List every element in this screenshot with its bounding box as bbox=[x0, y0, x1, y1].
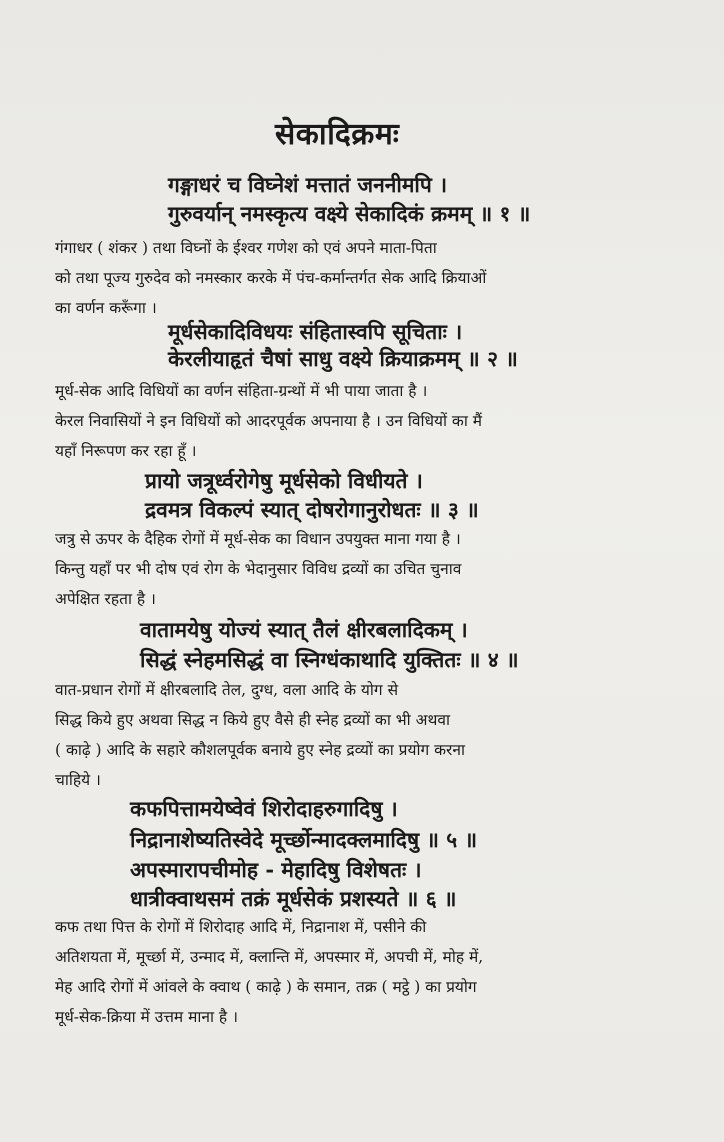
verse-1-line-2: गुरुवर्यान् नमस्कृत्य वक्ष्ये सेकादिकं क्रमम् ॥ १ ॥ bbox=[168, 201, 531, 226]
verse-3-line-1: प्रायो जत्रूर्ध्वरोगेषु मूर्धसेको विधीयते । bbox=[145, 468, 423, 493]
verse-5-line-1: कफपित्तामयेष्वेवं शिरोदाहरुगादिषु । bbox=[130, 796, 398, 821]
verse-4-line-1: वातामयेषु योज्यं स्यात् तैलं क्षीरबलादिकम् । bbox=[140, 617, 468, 642]
commentary-3: जत्रु से ऊपर के दैहिक रोगों में मूर्ध-सेक का विधान उपयुक्त माना गया है । किन्तु यहाँ पर भी दोष एवं रोग के भेदानुसार विविध द्रव्यों का उचित चुनाव अपेक्षित रहता है । bbox=[55, 530, 462, 608]
chapter-heading: सेकादिक्रमः bbox=[275, 117, 400, 152]
verse-3-line-2: द्रवमत्र विकल्पं स्यात् दोषरोगानुरोधतः ॥ ३ ॥ bbox=[145, 497, 479, 522]
commentary-2: मूर्ध-सेक आदि विधियों का वर्णन संहिता-ग्रन्थों में भी पाया जाता है । केरल निवासियों ने इन विधियों को आदरपूर्वक अपनाया है । उन विधियों का मैं यहाँ निरूपण कर रहा हूँ । bbox=[55, 382, 483, 460]
verse-2-line-2: केरलीयाहृतं चैषां साधु वक्ष्ये क्रियाक्रमम् ॥ २ ॥ bbox=[168, 346, 518, 371]
verse-5-line-2: निद्रानाशेष्यतिस्वेदे मूर्च्छोन्मादक्लमादिषु ॥ ५ ॥ bbox=[130, 827, 478, 852]
verse-6-line-2: धात्रीक्वाथसमं तक्रं मूर्धसेकं प्रशस्यते ॥ ६ ॥ bbox=[130, 886, 457, 911]
commentary-1: गंगाधर ( शंकर ) तथा विघ्नों के ईश्वर गणेश को एवं अपने माता-पिता को तथा पूज्य गुरुदेव को नमस्कार करके में पंच-कर्मान्तर्गत सेक आदि क्रियाओं का वर्णन करूँगा । bbox=[55, 239, 487, 317]
commentary-5: कफ तथा पित्त के रोगों में शिरोदाह आदि में, निद्रानाश में, पसीने की अतिशयता में, मूर्च्छा में, उन्माद में, क्लान्ति में, अपस्मार में, अपची में, मोह में, मेह आदि रोगों में आंवले के क्वाथ ( काढ़े ) के समान, तक्र ( मट्ठे ) का प्रयोग मूर्ध-सेक-क्रिया में उत्तम माना है । bbox=[55, 918, 484, 1026]
commentary-4: वात-प्रधान रोगों में क्षीरबलादि तेल, दुग्ध, वला आदि के योग से सिद्ध किये हुए अथवा सिद्ध न किये हुए वैसे ही स्नेह द्रव्यों का भी अथवा ( काढ़े ) आदि के सहारे कौशलपूर्वक बनाये हुए स्नेह द्रव्यों का प्रयोग करना चाहिये । bbox=[55, 681, 466, 789]
verse-4-line-2: सिद्धं स्नेहमसिद्धं वा स्निग्धंकाथादि युक्तितः ॥ ४ ॥ bbox=[140, 647, 519, 672]
verse-2-line-1: मूर्धसेकादिविधयः संहितास्वपि सूचिताः । bbox=[168, 319, 463, 344]
verse-1-line-1: गङ्गाधरं च विघ्नेशं मत्तातं जननीमपि । bbox=[168, 172, 448, 197]
verse-6-line-1: अपस्मारापचीमोह - मेहादिषु विशेषतः । bbox=[130, 857, 422, 882]
